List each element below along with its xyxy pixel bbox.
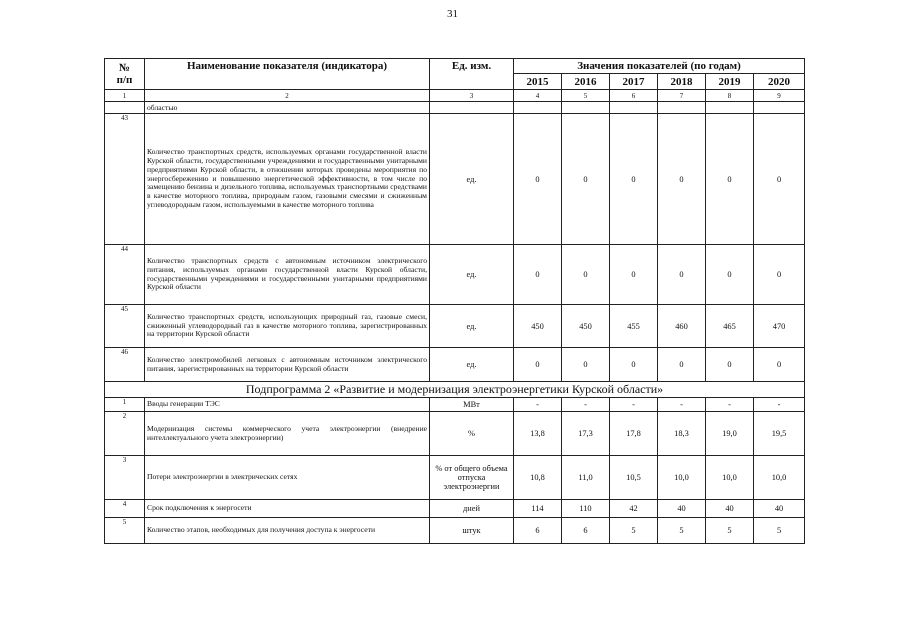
- value-cell: -: [610, 398, 658, 412]
- value-cell: 110: [562, 500, 610, 518]
- value-cell: 470: [754, 305, 805, 348]
- value-cell: 0: [562, 348, 610, 382]
- value-cell: 11,0: [562, 456, 610, 500]
- column-number: 6: [610, 90, 658, 102]
- continuation-text: областью: [145, 102, 430, 114]
- value-cell: 19,5: [754, 412, 805, 456]
- page-number: 31: [447, 8, 458, 20]
- value-cell: 10,0: [754, 456, 805, 500]
- indicator-name: Количество электромобилей легковых с автономным источником электрического питания, зарегистрированных на территории Курской области: [145, 348, 430, 382]
- value-cell: 0: [754, 245, 805, 305]
- unit-cell: % от общего объема отпуска электроэнергии: [430, 456, 514, 500]
- unit-cell: дней: [430, 500, 514, 518]
- indicator-name: Модернизация системы коммерческого учета электроэнергии (внедрение интеллектуального учета электроэнергии): [145, 412, 430, 456]
- row-number: 44: [105, 245, 145, 305]
- header-values: Значения показателей (по годам): [514, 59, 805, 74]
- column-number: 5: [562, 90, 610, 102]
- header-year: 2020: [754, 74, 805, 90]
- value-cell: 0: [514, 245, 562, 305]
- header-name: Наименование показателя (индикатора): [145, 59, 430, 90]
- value-cell: 0: [514, 348, 562, 382]
- subprogram-row: [105, 382, 805, 398]
- unit-cell: ед.: [430, 305, 514, 348]
- indicator-name: Вводы генерации ТЭС: [145, 398, 430, 412]
- value-cell: 0: [610, 114, 658, 245]
- value-cell: -: [562, 398, 610, 412]
- value-cell: 450: [514, 305, 562, 348]
- value-cell: 19,0: [706, 412, 754, 456]
- indicator-row: [105, 518, 805, 544]
- value-cell: 460: [658, 305, 706, 348]
- value-cell: 0: [658, 348, 706, 382]
- indicator-name: Количество транспортных средств, использующих природный газ, газовые смеси, сжиженный углеводородный газ в качестве моторного топлива, зарегистрированных на территории Курской области: [145, 305, 430, 348]
- value-cell: 17,8: [610, 412, 658, 456]
- header-unit: Ед. изм.: [430, 59, 514, 90]
- value-cell: 10,0: [706, 456, 754, 500]
- continuation-row: [105, 102, 805, 114]
- value-cell: 0: [610, 245, 658, 305]
- value-cell: 0: [706, 348, 754, 382]
- value-cell: -: [658, 398, 706, 412]
- value-cell: 0: [706, 245, 754, 305]
- indicator-row: [105, 500, 805, 518]
- column-number: 4: [514, 90, 562, 102]
- column-number: 8: [706, 90, 754, 102]
- indicators-table: [104, 58, 805, 544]
- value-cell: 455: [610, 305, 658, 348]
- value-cell: 0: [754, 114, 805, 245]
- value-cell: 40: [706, 500, 754, 518]
- value-cell: 0: [562, 245, 610, 305]
- value-cell: 40: [754, 500, 805, 518]
- column-numbers-row: [105, 90, 805, 102]
- header-year: 2018: [658, 74, 706, 90]
- indicator-row: [105, 412, 805, 456]
- value-cell: 5: [754, 518, 805, 544]
- value-cell: 10,5: [610, 456, 658, 500]
- row-number: 1: [105, 398, 145, 412]
- value-cell: -: [706, 398, 754, 412]
- indicator-row: [105, 348, 805, 382]
- value-cell: 18,3: [658, 412, 706, 456]
- value-cell: 0: [754, 348, 805, 382]
- column-number: 7: [658, 90, 706, 102]
- subprogram-title: Подпрограмма 2 «Развитие и модернизация электроэнергетики Курской области»: [105, 382, 805, 398]
- indicator-name: Потери электроэнергии в электрических сетях: [145, 456, 430, 500]
- column-number: 2: [145, 90, 430, 102]
- indicator-name: Срок подключения к энергосети: [145, 500, 430, 518]
- value-cell: 40: [658, 500, 706, 518]
- value-cell: -: [754, 398, 805, 412]
- indicator-name: Количество транспортных средств, используемых органами государственной власти Курской области, государственными учреждениями и государственными унитарными предприятиями Курской области, в отношении которых проведены мероприятия по энергосбережению и повышению энергетической эффективности, в том числе по замещению бензина и дизельного топлива, используемых транспортными средствами в качестве моторного топлива, природным газом, газовыми смесями и сжиженным углеводородным газом, используемыми в качестве моторного топлива: [145, 114, 430, 245]
- header-num-abbr: п/п: [116, 74, 133, 86]
- value-cell: 0: [658, 114, 706, 245]
- indicator-row: [105, 114, 805, 245]
- row-number: 4: [105, 500, 145, 518]
- unit-cell: ед.: [430, 245, 514, 305]
- value-cell: 114: [514, 500, 562, 518]
- row-number: 45: [105, 305, 145, 348]
- value-cell: 42: [610, 500, 658, 518]
- indicator-row: [105, 398, 805, 412]
- value-cell: 6: [514, 518, 562, 544]
- column-number: 9: [754, 90, 805, 102]
- value-cell: 10,0: [658, 456, 706, 500]
- value-cell: 0: [514, 114, 562, 245]
- value-cell: 5: [610, 518, 658, 544]
- indicator-name: Количество транспортных средств с автономным источником электрического питания, используемых органами государственной власти Курской области, государственными учреждениями и государственными унитарными предприятиями Курской области: [145, 245, 430, 305]
- unit-cell: ед.: [430, 114, 514, 245]
- unit-cell: ед.: [430, 348, 514, 382]
- header-year: 2015: [514, 74, 562, 90]
- column-number: 3: [430, 90, 514, 102]
- value-cell: 5: [706, 518, 754, 544]
- indicator-row: [105, 305, 805, 348]
- value-cell: 13,8: [514, 412, 562, 456]
- indicator-row: [105, 245, 805, 305]
- unit-cell: МВт: [430, 398, 514, 412]
- value-cell: 0: [658, 245, 706, 305]
- header-num-symbol: №: [118, 62, 131, 74]
- indicator-row: [105, 456, 805, 500]
- row-number: 2: [105, 412, 145, 456]
- value-cell: 0: [610, 348, 658, 382]
- value-cell: 450: [562, 305, 610, 348]
- value-cell: 0: [562, 114, 610, 245]
- header-num: [105, 59, 145, 90]
- value-cell: 465: [706, 305, 754, 348]
- value-cell: 17,3: [562, 412, 610, 456]
- row-number: 46: [105, 348, 145, 382]
- row-number: 5: [105, 518, 145, 544]
- value-cell: 0: [706, 114, 754, 245]
- value-cell: 10,8: [514, 456, 562, 500]
- value-cell: 6: [562, 518, 610, 544]
- unit-cell: штук: [430, 518, 514, 544]
- header-year: 2016: [562, 74, 610, 90]
- indicator-name: Количество этапов, необходимых для получения доступа к энергосети: [145, 518, 430, 544]
- value-cell: -: [514, 398, 562, 412]
- row-number: 43: [105, 114, 145, 245]
- unit-cell: %: [430, 412, 514, 456]
- header-year: 2017: [610, 74, 658, 90]
- header-year: 2019: [706, 74, 754, 90]
- value-cell: 5: [658, 518, 706, 544]
- column-number: 1: [105, 90, 145, 102]
- row-number: 3: [105, 456, 145, 500]
